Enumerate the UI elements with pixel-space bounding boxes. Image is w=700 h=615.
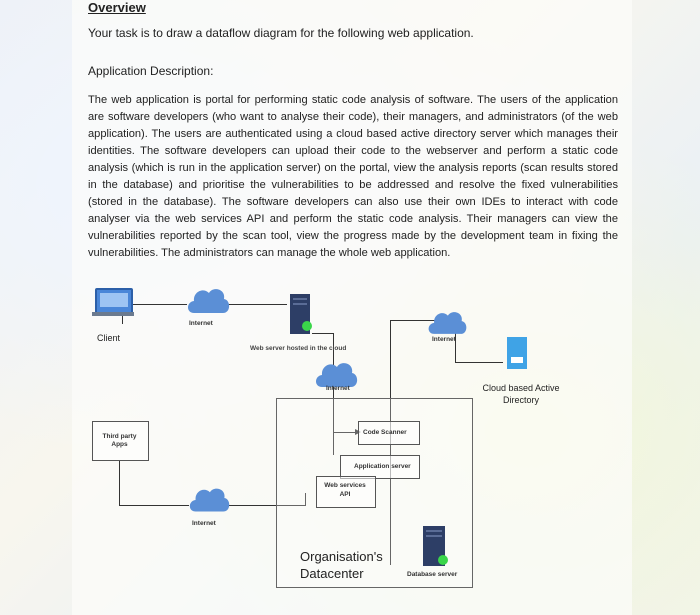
internet-top-label: Internet [189, 320, 213, 327]
cloud-icon [425, 306, 469, 338]
cloud-icon [184, 283, 232, 317]
active-directory-icon [505, 335, 529, 371]
overview-heading: Overview [88, 0, 146, 15]
code-scanner-label: Code Scanner [363, 429, 407, 436]
web-services-label: Web services API [324, 482, 366, 498]
internet-mid-label: Internet [326, 385, 350, 392]
monitor-icon [95, 288, 133, 314]
cloud-ad-label: Cloud based Active Directory [482, 383, 560, 405]
cloud-icon [186, 482, 232, 516]
database-server-icon [420, 524, 450, 568]
description-paragraph: The web application is portal for performing static code analysis of software. The users of the application are software developers (who want to analyse their code), their managers, and administrators (of the web application). The users are authenticated using a cloud based active directory server which manages their identities. The software developers can upload their code to the webserver and perform a static code analysis (which is run in the application server) on the portal, view the analysis reports (scan results stored in the database) and prioritise the vulnerabilities to be addressed and resolve the fixed vulnerabilities (stored in the database). The software developers can also use their own IDEs to interact with code analyser via the web services API and perform the static code analysis. Their managers can view the vulnerabilities reported by the scan tool, view the progress made by the development team in fixing the vulnerabilities. The administrators can manage the whole web application. [88, 94, 618, 259]
internet-right-label: Internet [432, 336, 456, 343]
connector-line [312, 333, 334, 334]
client-label: Client [97, 333, 121, 343]
datacenter-label: Organisation's Datacenter [300, 549, 383, 581]
application-server-label: Application server [354, 463, 411, 470]
third-party-label: Third party Apps [102, 433, 137, 448]
connector-line [119, 505, 189, 506]
connector-line [455, 362, 503, 363]
database-server-label: Database server [407, 571, 458, 578]
web-server-label: Web server hosted in the cloud [250, 345, 347, 352]
description-label: Application Description: [88, 64, 214, 78]
monitor-base-icon [92, 312, 134, 316]
connector-line [225, 304, 287, 305]
connector-line [119, 460, 120, 505]
task-text: Your task is to draw a dataflow diagram for the following web application. [88, 26, 474, 40]
web-server-icon [287, 292, 315, 336]
internet-bottom-label: Internet [192, 520, 216, 527]
